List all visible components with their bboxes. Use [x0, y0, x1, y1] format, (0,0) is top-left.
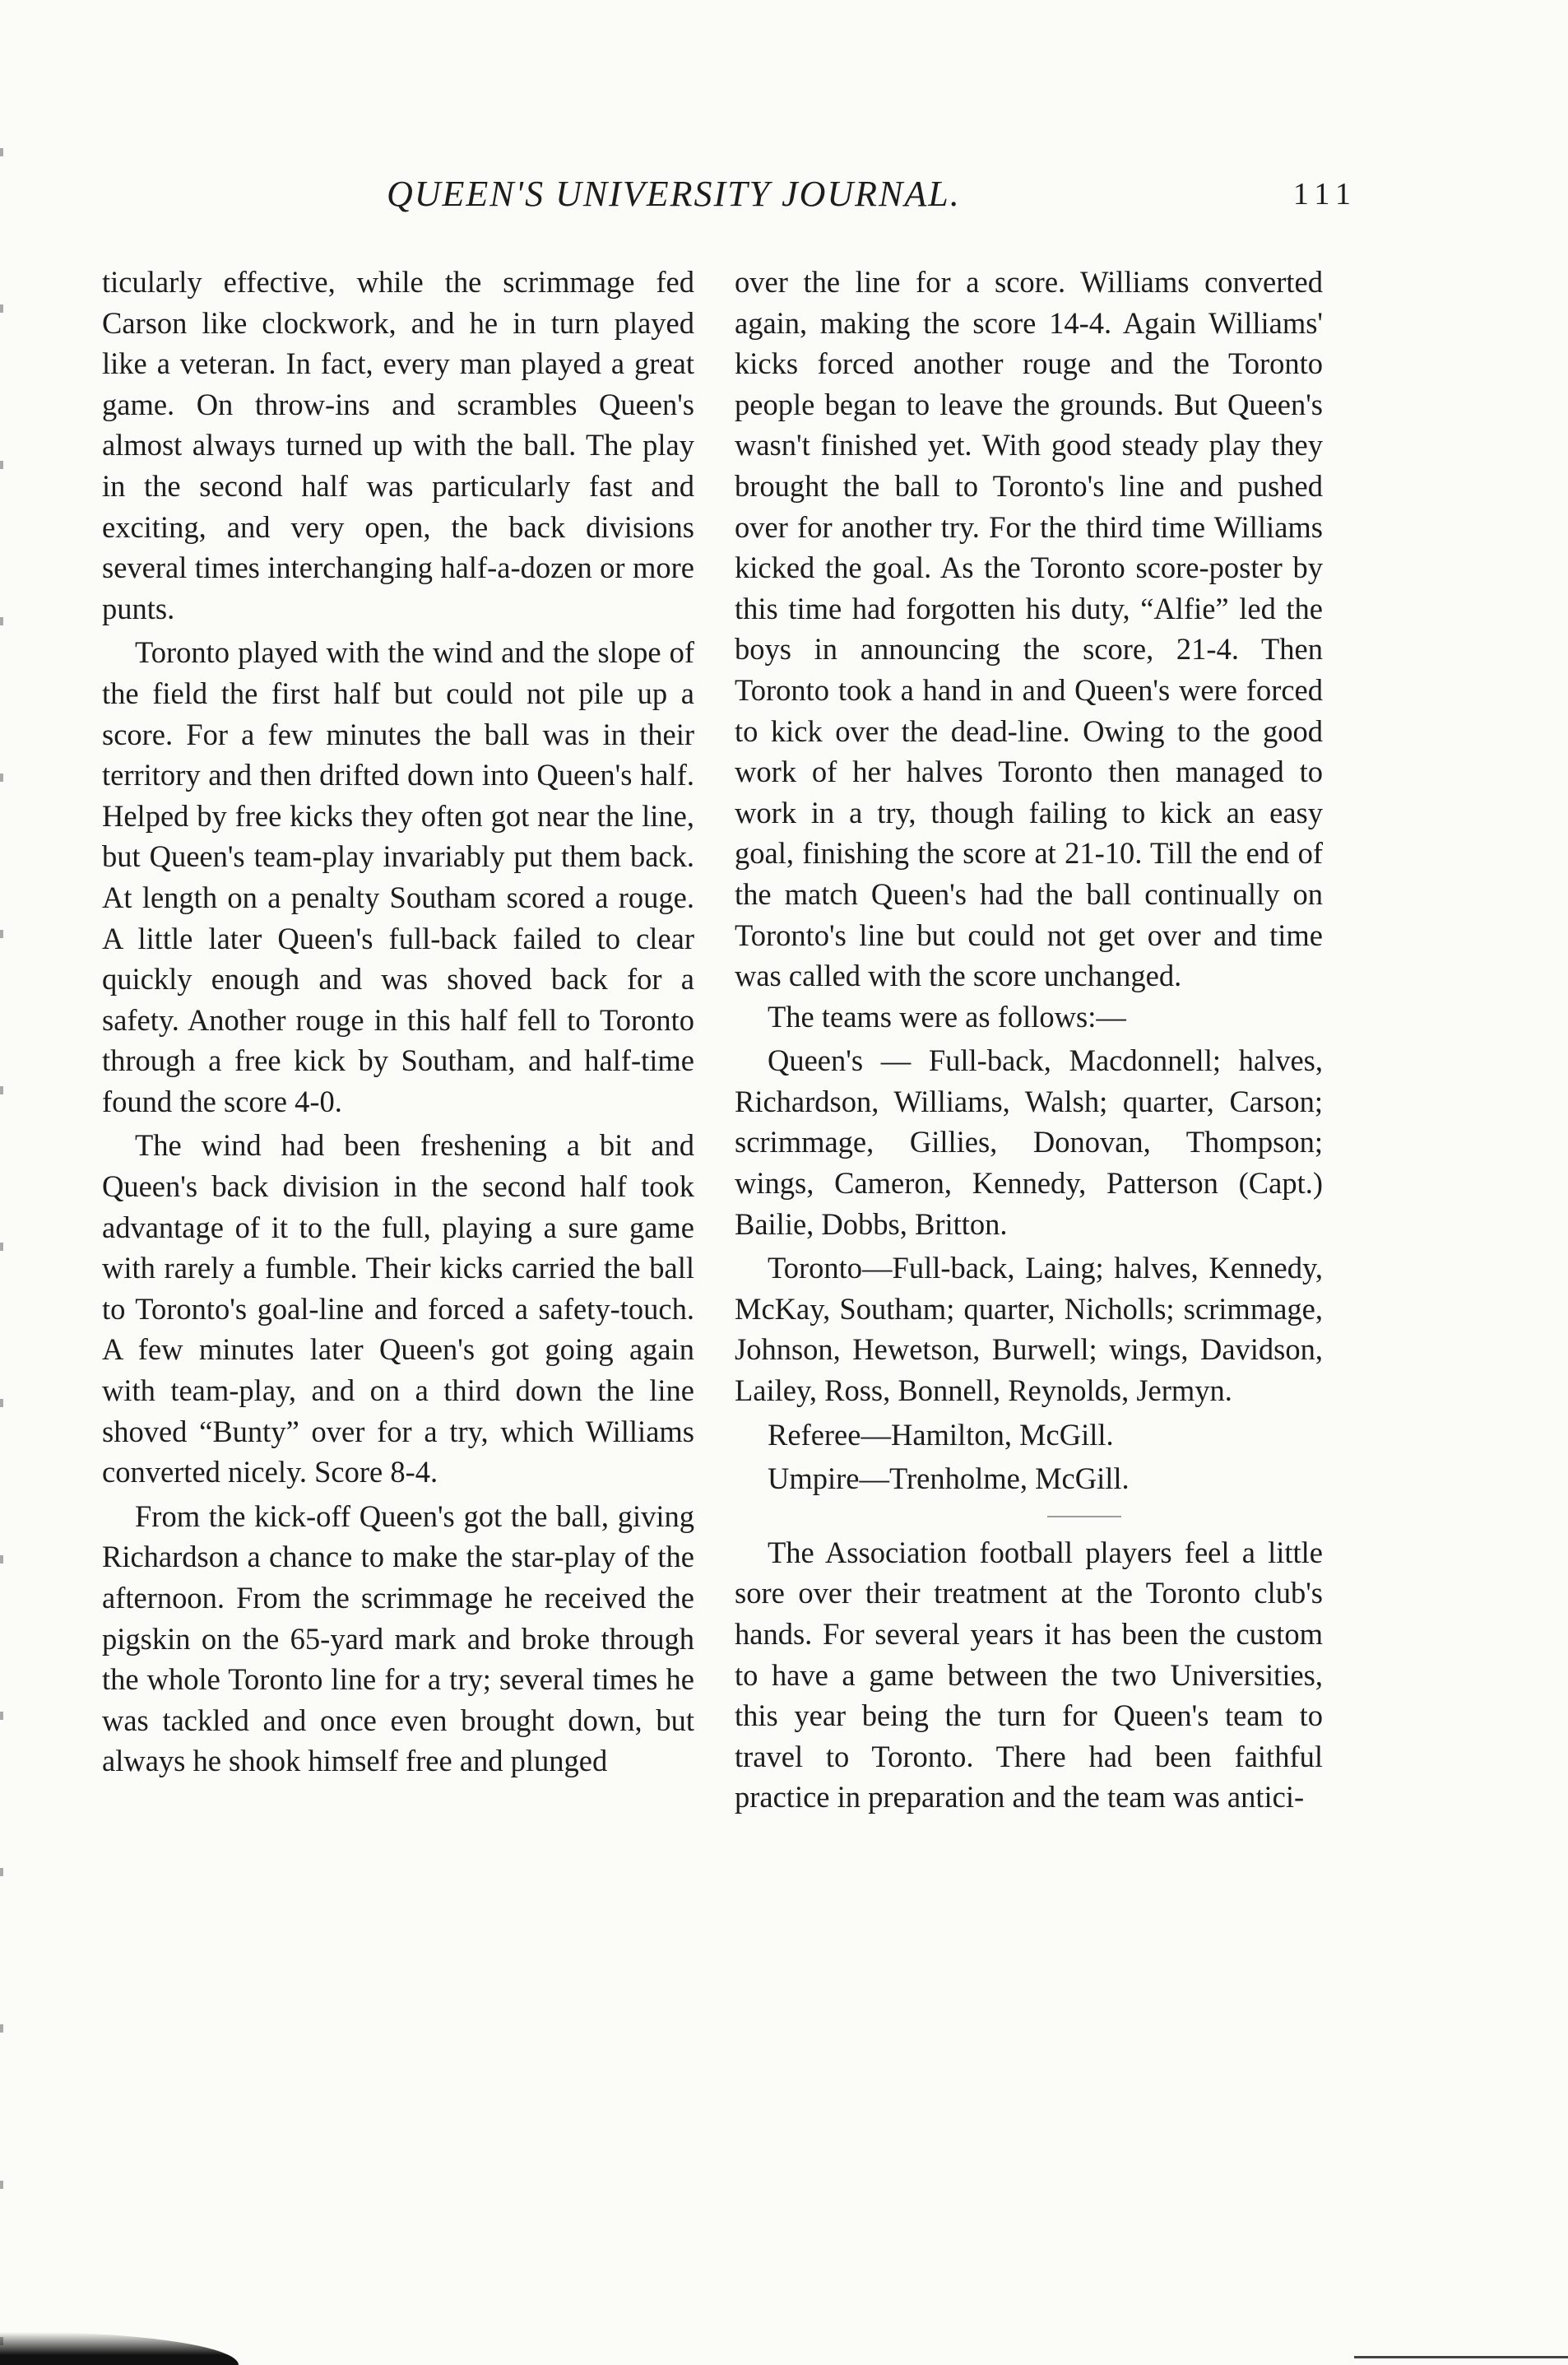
scan-bottom-line	[1354, 2356, 1568, 2358]
article-paragraph: over the line for a score. Williams converted again, making the score 14-4. Again Williams' kicks forced another rouge and the Toronto people began to leave the grounds. But Queen's wasn't finished yet. With good steady play they brought the ball to Toronto's line and pushed over for another try. For the third time Williams kicked the goal. As the Toronto score-poster by this time had forgotten his duty, “Alfie” led the boys in announcing the score, 21-4. Then Toronto took a hand in and Queen's were forced to kick over the dead-line. Owing to the good work of her halves Toronto then managed to work in a try, though failing to kick an easy goal, finishing the score at 21-10. Till the end of the match Queen's had the ball continually on Toronto's line but could not get over and time was called with the score unchanged.	[735, 265, 1323, 993]
umpire-line: Umpire—Trenholme, McGill.	[768, 1461, 1130, 1496]
scan-shadow	[0, 2332, 239, 2365]
scan-left-edge	[0, 0, 3, 2365]
association-paragraph: The Association football players feel a little sore over their treatment at the Toronto club's hands. For several years it has been the custom to have a game between the two Universities, this year being the turn for Queen's team to travel to Toronto. There had been faithful practice in preparation and the team was antici-	[735, 1535, 1323, 1814]
queens-team-list: Queen's — Full-back, Macdonnell; halves, Richardson, Williams, Walsh; quarter, Carson; scrimmage, Gillies, Donovan, Thompson; wings, Cameron, Kennedy, Patterson (Capt.) Bailie, Dobbs, Britton.	[735, 1043, 1323, 1241]
section-divider	[1047, 1516, 1121, 1517]
right-column	[735, 262, 1323, 1818]
article-paragraph: From the kick-off Queen's got the ball, giving Richardson a chance to make the star-play of the afternoon. From the scrimmage he received the pigskin on the 65-yard mark and broke through the whole Toronto line for a try; several times he was tackled and once even brought down, but always he shook himself free and plunged	[102, 1498, 694, 1778]
article-paragraph: ticularly effective, while the scrimmage fed Carson like clockwork, and he in turn played like a veteran. In fact, every man played a great game. On throw-ins and scrambles Queen's almost always turned up with the ball. The play in the second half was particularly fast and exciting, and very open, the back divisions several times interchanging half-a-dozen or more punts.	[102, 265, 694, 625]
page-number: 111	[1292, 177, 1357, 211]
left-column	[102, 262, 694, 1782]
toronto-team-list: Toronto—Full-back, Laing; halves, Kennedy, McKay, Southam; quarter, Nicholls; scrimmage, Johnson, Hewetson, Burwell; wings, Davidson, Lailey, Ross, Bonnell, Reynolds, Jermyn.	[735, 1251, 1323, 1408]
article-paragraph: Toronto played with the wind and the slope of the field the first half but could not pile up a score. For a few minutes the ball was in their territory and then drifted down into Queen's half. Helped by free kicks they often got near the line, but Queen's team-play invariably put them back. At length on a penalty Southam scored a rouge. A little later Queen's full-back failed to clear quickly enough and was shoved back for a safety. Another rouge in this half fell to Toronto through a free kick by Southam, and half-time found the score 4-0.	[102, 635, 694, 1118]
teams-intro: The teams were as follows:—	[768, 999, 1126, 1034]
journal-title: QUEEN'S UNIVERSITY JOURNAL.	[387, 174, 961, 214]
article-paragraph: The wind had been freshening a bit and Queen's back division in the second half took advantage of it to the full, playing a sure game with rarely a fumble. Their kicks carried the ball to Toronto's goal-line and forced a safety-touch. A few minutes later Queen's got going again with team-play, and on a third down the line shoved “Bunty” over for a try, which Williams converted nicely. Score 8-4.	[102, 1128, 694, 1489]
page-header	[387, 173, 1357, 222]
referee-line: Referee—Hamilton, McGill.	[768, 1417, 1114, 1452]
